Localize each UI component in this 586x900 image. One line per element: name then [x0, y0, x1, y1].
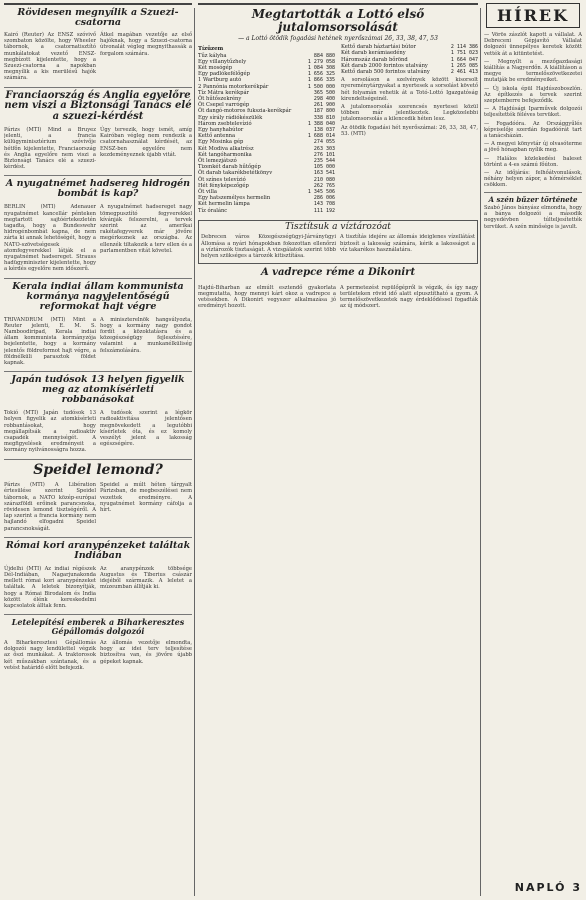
prize-label: Öt hűtőszekrény — [198, 96, 242, 103]
headline-szuez-canal: Rövidesen megnyílik a Szuezi-csatorna — [17, 7, 179, 28]
headline-lotto: Megtartották a Lottó első jutalomsorsolását — [251, 7, 425, 34]
prize-label: 1 Wartburg autó — [198, 77, 242, 84]
prize-value: 1 345 506 — [307, 189, 335, 196]
prize-value: 163 541 — [313, 170, 335, 177]
prize-label: Két darab kerámiaedény — [341, 50, 406, 57]
headline-speidel: Speidel lemond? — [33, 461, 163, 478]
prize-value: 884 880 — [313, 52, 335, 59]
prize-value: 1 265 085 — [450, 62, 478, 69]
page-footer: NAPLÓ 3 — [514, 881, 582, 894]
prize-label: Egy hanyhabútor — [198, 127, 244, 134]
prize-label: Egy Mosinka gép — [198, 139, 244, 146]
column-rule — [194, 8, 195, 896]
prize-label: Háromszáz darab bőrönd — [341, 56, 408, 63]
prize-label: Kettő darab háztartási bútor — [341, 44, 417, 51]
prize-value: 274 055 — [313, 139, 335, 146]
prize-label: Tíz Mátra kerékpár — [198, 89, 250, 96]
prize-list-head: Tízüzem — [198, 46, 224, 53]
prize-value: 1 866 335 — [307, 77, 335, 84]
prize-label: Egy padlókefélőgép — [198, 71, 250, 78]
prize-label: Tíz óralánc — [198, 207, 228, 214]
prize-value: 111 192 — [313, 207, 335, 214]
prize-value: 338 810 — [313, 114, 335, 121]
prize-value: 2 461 413 — [450, 69, 478, 75]
prize-value: 1 084 308 — [307, 65, 335, 71]
prize-label: Öt színes televízió — [198, 176, 246, 183]
prize-value: 143 708 — [313, 201, 335, 208]
prize-label: Egy hatszemélyes hermelin — [198, 195, 271, 202]
prize-label: Öt villa — [198, 189, 217, 196]
prize-label: Öt darab takarékbetétkönyv — [198, 170, 273, 177]
prize-label: Két darab 2000 forintos utalvány — [341, 62, 428, 69]
prize-label: Kettő darab 500 forintos utalvány — [341, 69, 430, 75]
column-rule-2 — [480, 8, 481, 896]
prize-value: 1 664 047 — [450, 56, 478, 63]
prize-row — [198, 208, 335, 214]
left-column: Rövidesen megnyílik a Szuezi-csatorna Kairó (Reuter) Az ENSZ szóvivő szombaton közölte, hogy Wheeler tábornok, a csatornatisztító munkálatokat vezető ENSZ-megbízott kijelentette, hogy a Szuezi-csatorna a napokban megnyílik a kis merülésű hajók számára. Átkel magában vezetője az első hajóknak, hogy a Szuezi-csatorna útvonalát végleg megnyithassák a forgalom számára. Franciaország és Anglia egyelőre nem viszi a Biztonsági Tanács elé a szuezi-kérdést Párizs (MTI) Mind a Bruyez jelenti, a francia külügyminisztérium szóvivője hétfőn kijelentette, Franciaország és Anglia egyelőre nem viszi a Biztonsági Tanács elé a szuezi-kérdést. Úgy tervezik, hogy ismét, amíg Kairóban végleg nem rendezik a csatornahasználat kérdését, az ENSZ-ben egyelőre nem kezdeményeznek újabb vitát. A nyugatnémet hadsereg hidrogén bombát is kap? BERLIN (MTI) Adenauer nyugatnémet kancellár pénteken megtartott sajtóértekezletén tagadta, hogy a Bundeswehr hidrogénbombát kapna, de nem zárta ki annak lehetőségét, hogy a NATO-szövetségesek atomfegyverekkel látják el a nyugatnémet hadsereget. Strauss hadügyminiszter kijelentette, hogy a kérdés egyelőre nem időszerű. A nyugatnémet hadsereget nagy tömegpusztító fegyverekkel kívánják felszerelni, a tervek szerint az amerikai rakétafegyverek már jövőre megérkeznek az országba. Az ellenzék tiltakozik a terv ellen és a parlamentben vitát követel. Kerala indiai állam kommunista kormánya nagyjelentőségű reformokat hajt végre TRIVANDRUM (MTI) Mint a Reuter jelenti, E. M. S. Namboodiripad, Kerala indiai állam kommunista kormányzója bejelentette, hogy a kormány jelentős földreformot hajt végre, a földnélküli parasztok földet kapnak. A miniszterelnök hangsúlyozta, hogy a kormány nagy gondot fordít a közoktatásra és a közegészségügy fejlesztésére, valamint a munkanélküliség felszámolására. Japán tudósok 13 helyen figyelik meg az atomkísérleti robbanásokat Tokió (MTI) Japán tudósok 13 helyen figyelik az atomkísérleti robbantásokat, hogy megállapítsák a radioaktív csapadék mennyiségét. A megfigyelések eredményeit a kormány nyilvánosságra hozza. A tudósok szerint a légkör radioaktivitása jelentősen megnövekedett a legutóbbi kísérletek óta, és ez komoly veszélyt jelent a lakosság egészségére. Speidel lemond? Párizs (MTI) A Libération értesülése szerint Speidel tábornok, a NATO közép-európai szárazföldi erőinek parancsnoka, rövidesen lemond tisztségéről. A lap szerint a francia kormány nem hajlandó elfogadni Speidel parancsnokságát. Speidel a múlt héten tárgyalt Párizsban, de megbeszélései nem vezettek eredményre. A nyugatnémet kormány cáfolja a hírt. Római kori aranypénzeket találtak Indiában Újdelhi (MTI) Az indiai régészek Dél-Indiában, Nagarjunakonda mellett római kori aranypénzeket találtak. A leletek bizonyítják, hogy a Római Birodalom és India között élénk kereskedelmi kapcsolatok álltak fenn. Az aranypénzek többsége Augustus és Tiberius császár idejéből származik. A leletet a múzeumban állítják ki. Letelepítési emberek a Biharkeresztes Gépállomás dolgozói A Biharkeresztesi Gépállomás dolgozói nagy lendülettel végzik az őszi munkákat. A traktorosok két műszakban szántanak, és a vetést határidő előtt befejezik. Az állomás vezetője elmondta, hogy az idei terv teljesítése biztosítva van, és jövőre újabb gépeket kapnak. — [4, 0, 192, 900]
headline-hydrogen-bomb: A nyugatnémet hadsereg hidrogén bombát is kap? — [5, 178, 191, 200]
prize-label: Két Modiva alkatrész — [198, 145, 254, 152]
prize-row — [341, 69, 478, 75]
prize-label: Kettő antenna — [198, 133, 236, 140]
prize-value: 263 303 — [313, 145, 335, 152]
prize-label: 2 Pannónia motorkerékpár — [198, 83, 269, 90]
headline-biharkeresztes: Letelepítési emberek a Biharkeresztes Gépállomás dolgozói — [11, 617, 185, 636]
hirek-heading: HÍREK — [486, 3, 580, 28]
prize-table-2 — [341, 44, 478, 75]
prize-value: 1 388 040 — [307, 120, 335, 127]
headline-vadrepce: A vadrepce réme a Dikonirt — [260, 267, 416, 279]
prize-value: 138 037 — [313, 127, 335, 134]
headline-kerala: Kerala indiai állam kommunista kormánya nagyjelentőségű reformokat hajt végre — [12, 280, 184, 312]
headline-france-england: Franciaország és Anglia egyelőre nem viszi a Biztonsági Tanács elé a szuezi-kérdést — [4, 89, 192, 122]
prize-label: Öt lemezjátszó — [198, 158, 237, 165]
prize-value: 1 751 023 — [450, 50, 478, 57]
prize-label: Két hermelin lámpa — [198, 201, 250, 208]
prize-label: Három zsebtelevízió — [198, 120, 252, 127]
headline-japan-scientists: Japán tudósok 13 helyen figyelik meg az atomkísérleti robbanásokat — [11, 374, 185, 406]
prize-value: 1 279 058 — [307, 58, 335, 65]
headline-reservoir: Tisztítsuk a víztározóat — [285, 221, 391, 232]
prize-value: 276 101 — [313, 151, 335, 158]
prize-label: Tizenkét darab hűtőgép — [198, 164, 261, 171]
prize-label: Tűz kályha — [198, 52, 227, 59]
prize-value: 1 688 014 — [307, 133, 335, 140]
prize-value: 1 656 325 — [307, 71, 335, 78]
prize-value: 1 500 000 — [307, 83, 335, 90]
prize-value: 2 114 386 — [450, 44, 478, 51]
prize-label: Két tangóharmonika — [198, 151, 252, 158]
lotto-subhead: — a Lottó ötödik fogadási hetének nyerőszámai 26, 33, 38, 47, 53 — [238, 35, 438, 43]
prize-value: 235 544 — [313, 158, 335, 165]
prize-table — [198, 53, 335, 214]
prize-label: Egy villanytűzhely — [198, 58, 247, 65]
prize-value: 262 765 — [313, 182, 335, 189]
right-column: HÍREK — Vörös zászlót kapott a vállalat. A Debreceni Gépjavító Vállalat dolgozói ünnepélyes keretek között vették át a kitüntetést. — Megnyílt a mezőgazdasági kiállítás a Nagyerdőn. A kiállításon a megye termelőszövetkezetei mutatják be eredményeiket. — Új iskola épül Hajdúszoboszlón. Az építkezés a tervek szerint szeptemberre befejeződik. — A Hajdúsági Iparművek dolgozói teljesítették féléves tervüket. — Fogadóóra. Az Országgyűlés képviselője szerdán fogadóórát tart a tanácsházán. — A megyei könyvtár új olvasóterme a jövő hónapban nyílik meg. — Halálos közlekedési baleset történt a 4-es számú főúton. — Az időjárás: felhőátvonulások, néhány helyen zápor, a hőmérséklet csökken. A szén bűzer története Szabó János bányász elmondta, hogy a bánya dolgozói a második negyedévben túlteljesítették tervüket. A szén minősége is javult. — [484, 0, 582, 900]
prize-value: 365 500 — [313, 89, 335, 96]
headline-szen-buzer: A szén bűzer története — [488, 194, 578, 204]
prize-value: 298 400 — [313, 96, 335, 103]
prize-label: Két mosógép — [198, 65, 233, 71]
prize-value: 210 080 — [313, 176, 335, 183]
prize-label: Egy sírály rádiókészülék — [198, 114, 263, 121]
prize-value: 105 000 — [313, 164, 335, 171]
headline-roman-coins: Római kori aranypénzeket találtak Indiában — [5, 539, 191, 561]
prize-label: Öt dangó-motoros fukszia-kerékpár — [198, 108, 292, 115]
prize-label: Öt Csepel varrógép — [198, 102, 250, 109]
prize-value: 286 006 — [313, 195, 335, 202]
middle-column: Megtartották a Lottó első jutalomsorsolását — a Lottó ötödik fogadási hetének nyerőszámai 26, 33, 38, 47, 53 Tízüzem Tűz kályha 884 880 Egy villanytűzhely 1 279 058 Két mosógép 1 084 308 Egy padlókefélőgép 1 656 325 1 Wartburg autó 1 866 335 2 Pannónia motorkerékpár 1 500 000 Tíz Mátra kerékpár 365 500 Öt hűtőszekrény 298 400 Öt Csepel varrógép 261 900 Öt dangó-motoros fukszia-kerékpár 187 800 Egy sírály rádiókészülék 338 810 Három zsebtelevízió 1 388 040 Egy hanyhabútor 138 037 Kettő antenna 1 688 014 Egy Mosinka gép 274 055 Két Modiva alkatrész 263 303 Két tangóharmonika 276 101 Öt lemezjátszó 235 544 Tizenkét darab hűtőgép 105 000 Öt darab takarékbetétkönyv 163 541 Öt színes televízió 210 080 Hét fényképezőgép 262 765 Öt villa 1 345 506 Egy hatszemélyes hermelin 286 006 Két hermelin lámpa 143 708 Tíz óralánc 111 192 Kettő darab háztartási bútor 2 114 386 Két darab kerámiaedény 1 751 023 Háromszáz darab bőrönd 1 664 047 Két darab 2000 forintos utalvány 1 265 085 Kettő darab 500 forintos utalvány 2 461 413 A sorsoláson a szelvények között kisorsolt nyereménytárgyakat a nyertesek a sorsolást követő hét folyamán vehetik át a Totó-Lottó Igazgatóság kirendeltségeinél. A jutalomsorsolás szerencsés nyertesei közül többen már jelentkeztek. Legközelebbi jutalomsorsolás a kilencedik héten lesz. Az ötödik fogadási hét nyerőszámai: 26, 33, 38, 47, 53. (MTI) Tisztítsuk a víztározóat Debrecen város Közegészségügyi-Járványügyi Állomása a nyári hónapokban fokozottan ellenőrzi a víztározók tisztaságát. A vizsgálatok szerint több helyen szükséges a tározók kitisztítása. A tisztítás idejére az állomás ideiglenes vízellátást biztosít a lakosság számára, kérik a lakosságot a víz takarékos használatára. A vadrepce réme a Dikonirt Hajdú-Biharban az elmúlt esztendő gyakorlata megmutatta, hogy mennyi kárt okoz a vadrepce a vetésekben. A Dikonirt vegyszer alkalmazása jó eredményt hozott. A permetezést repülőgépről is végzik, és így nagy területeken rövid idő alatt elpusztítható a gyom. A termelőszövetkezetek nagy érdeklődéssel fogadták az új módszert. — [198, 0, 478, 900]
prize-value: 187 800 — [313, 108, 335, 115]
prize-label: Hét fényképezőgép — [198, 182, 249, 189]
prize-value: 261 900 — [313, 102, 335, 109]
